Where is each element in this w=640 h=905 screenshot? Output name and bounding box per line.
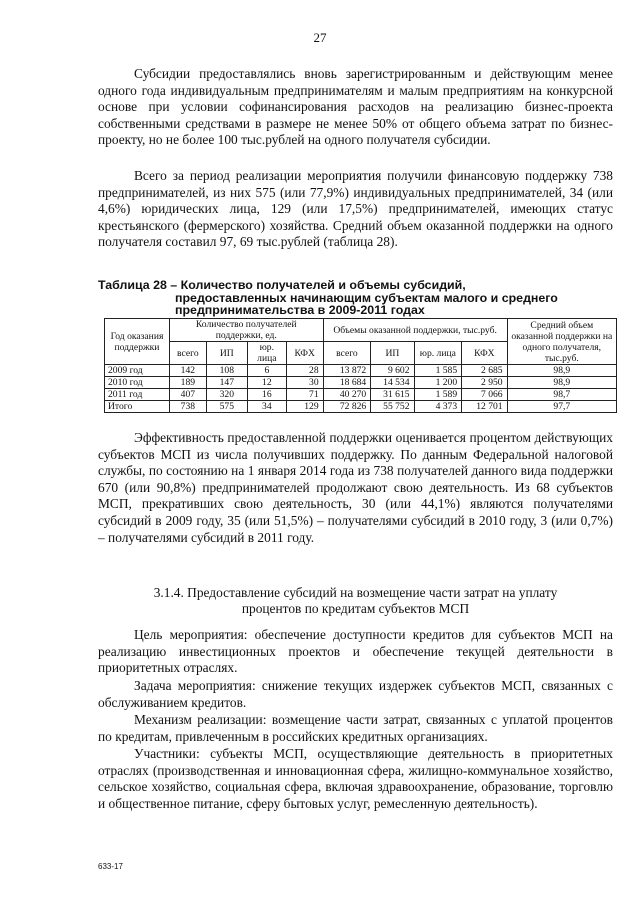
cell-value: 2 950: [462, 377, 507, 389]
cell-value: 4 373: [414, 401, 462, 413]
cell-value: 12: [247, 377, 286, 389]
cell-value: 30: [286, 377, 323, 389]
subheader-volume-ip: ИП: [371, 342, 414, 365]
cell-value: 575: [206, 401, 247, 413]
cell-value: 129: [286, 401, 323, 413]
cell-value: 31 615: [371, 389, 414, 401]
cell-value: 28: [286, 365, 323, 377]
table-caption: [98, 279, 618, 317]
cell-value: 34: [247, 401, 286, 413]
cell-value: 71: [286, 389, 323, 401]
table-caption-line-3: предпринимательства в 2009-2011 годах: [175, 303, 425, 317]
paragraph-subsidy-terms: [98, 66, 613, 149]
cell-value: 12 701: [462, 401, 507, 413]
cell-year: 2011 год: [105, 389, 170, 401]
cell-value: 108: [206, 365, 247, 377]
page-number: 27: [313, 30, 327, 45]
cell-value: 407: [169, 389, 206, 401]
paragraph-participants: [98, 746, 613, 812]
paragraph-text: Механизм реализации: возмещение части затрат, связанных с уплатой процентов по кредитам, привлеченным в российских кредитных организациях.: [98, 712, 613, 744]
table-row: [105, 377, 617, 389]
header-count-group: Количество получателей поддержки, ед.: [169, 319, 323, 342]
paragraph-task: [98, 678, 613, 711]
cell-value: 189: [169, 377, 206, 389]
paragraph-text: Субсидии предоставлялись вновь зарегистрированным и действующим менее одного года индивидуальным предпринимателям и малым предприятиям на конкурсной основе при условии софинансирования расходов на реализацию бизнес-проекта собственными средствами в размере не менее 50% от общего объема затрат по бизнес-проекту, но не более 100 тыс.рублей на одного получателя субсидии.: [98, 66, 613, 148]
subheader-count-kfh: КФХ: [286, 342, 323, 365]
cell-value: 320: [206, 389, 247, 401]
cell-value: 6: [247, 365, 286, 377]
paragraph-text: Участники: субъекты МСП, осуществляющие деятельность в приоритетных отраслях (производственная и инновационная сфера, жилищно-коммунальное хозяйство, сельское хозяйство, социальная сфера, включая здравоохранение, образование, торговлю и общественное питание, сферу бытовых услуг, ремесленную деятельность).: [98, 746, 613, 811]
paragraph-text: Всего за период реализации мероприятия получили финансовую поддержку 738 предпринимателей, из них 575 (или 77,9%) индивидуальных предпринимателей, 34 (или 4,6%) юридических лица, 129 (или 17,5%) предпринимателей, имеющих статус крестьянского (фермерского) хозяйства. Средний объем оказанной поддержки на одного получателя составил 97, 69 тыс.рублей (таблица 28).: [98, 168, 613, 250]
cell-value: 2 685: [462, 365, 507, 377]
cell-value: 97,7: [507, 401, 616, 413]
header-year: Год оказания поддержки: [105, 319, 170, 365]
cell-value: 98,7: [507, 389, 616, 401]
paragraph-mechanism: [98, 712, 613, 745]
cell-value: 98,9: [507, 377, 616, 389]
cell-value: 9 602: [371, 365, 414, 377]
cell-value: 7 066: [462, 389, 507, 401]
header-volume-group: Объемы оказанной поддержки, тыс.руб.: [323, 319, 507, 342]
section-heading-line-1: 3.1.4. Предоставление субсидий на возмещение части затрат на уплату: [153, 585, 558, 600]
paragraph-text: Цель мероприятия: обеспечение доступности кредитов для субъектов МСП на реализацию инвестиционных проектов и обеспечение текущей деятельности в приоритетных отраслях.: [98, 627, 613, 676]
table-row: [105, 389, 617, 401]
paragraph-support-totals: [98, 168, 613, 251]
cell-value: 40 270: [323, 389, 371, 401]
subheader-volume-kfh: КФХ: [462, 342, 507, 365]
subheader-volume-total: всего: [323, 342, 371, 365]
subheader-count-total: всего: [169, 342, 206, 365]
cell-year: Итого: [105, 401, 170, 413]
cell-value: 142: [169, 365, 206, 377]
cell-value: 72 826: [323, 401, 371, 413]
table-row: [105, 365, 617, 377]
cell-value: 14 534: [371, 377, 414, 389]
table-caption-line-2: предоставленных начинающим субъектам малого и среднего: [175, 290, 558, 305]
cell-value: 1 200: [414, 377, 462, 389]
paragraph-text: Эффективность предоставленной поддержки оценивается процентом действующих субъектов МСП из числа получивших поддержку. По данным Федеральной налоговой службы, по состоянию на 1 января 2014 года из 738 получателей данного вида поддержки 670 (или 90,8%) предпринимателей продолжают свою деятельность. Из 68 субъектов МСП, прекративших свою деятельность, 30 (или 44,1%) являются получателями субсидий в 2009 году, 35 (или 51,5%) – получателями субсидий в 2010 году, 3 (или 0,7%) – получателями субсидий в 2011 году.: [98, 430, 613, 545]
cell-value: 13 872: [323, 365, 371, 377]
subheader-count-legal: юр. лица: [247, 342, 286, 365]
cell-year: 2009 год: [105, 365, 170, 377]
cell-year: 2010 год: [105, 377, 170, 389]
table-header-row: [105, 319, 617, 342]
subheader-count-ip: ИП: [206, 342, 247, 365]
cell-value: 1 585: [414, 365, 462, 377]
paragraph-text: Задача мероприятия: снижение текущих издержек субъектов МСП, связанных с обслуживанием кредитов.: [98, 678, 613, 710]
table-row-total: [105, 401, 617, 413]
cell-value: 55 752: [371, 401, 414, 413]
cell-value: 1 589: [414, 389, 462, 401]
subheader-volume-legal: юр. лица: [414, 342, 462, 365]
section-heading: [98, 585, 613, 616]
paragraph-goal: [98, 627, 613, 677]
cell-value: 147: [206, 377, 247, 389]
subsidy-table: [104, 318, 617, 413]
cell-value: 738: [169, 401, 206, 413]
cell-value: 18 684: [323, 377, 371, 389]
table-caption-line-1: Таблица 28 – Количество получателей и объемы субсидий,: [98, 278, 466, 292]
cell-value: 98,9: [507, 365, 616, 377]
footer-code: 633-17: [98, 862, 123, 871]
paragraph-effectiveness: [98, 430, 613, 546]
section-heading-line-2: процентов по кредитам субъектов МСП: [241, 600, 470, 616]
header-average: Средний объем оказанной поддержки на одного получателя, тыс.руб.: [507, 319, 616, 365]
cell-value: 16: [247, 389, 286, 401]
